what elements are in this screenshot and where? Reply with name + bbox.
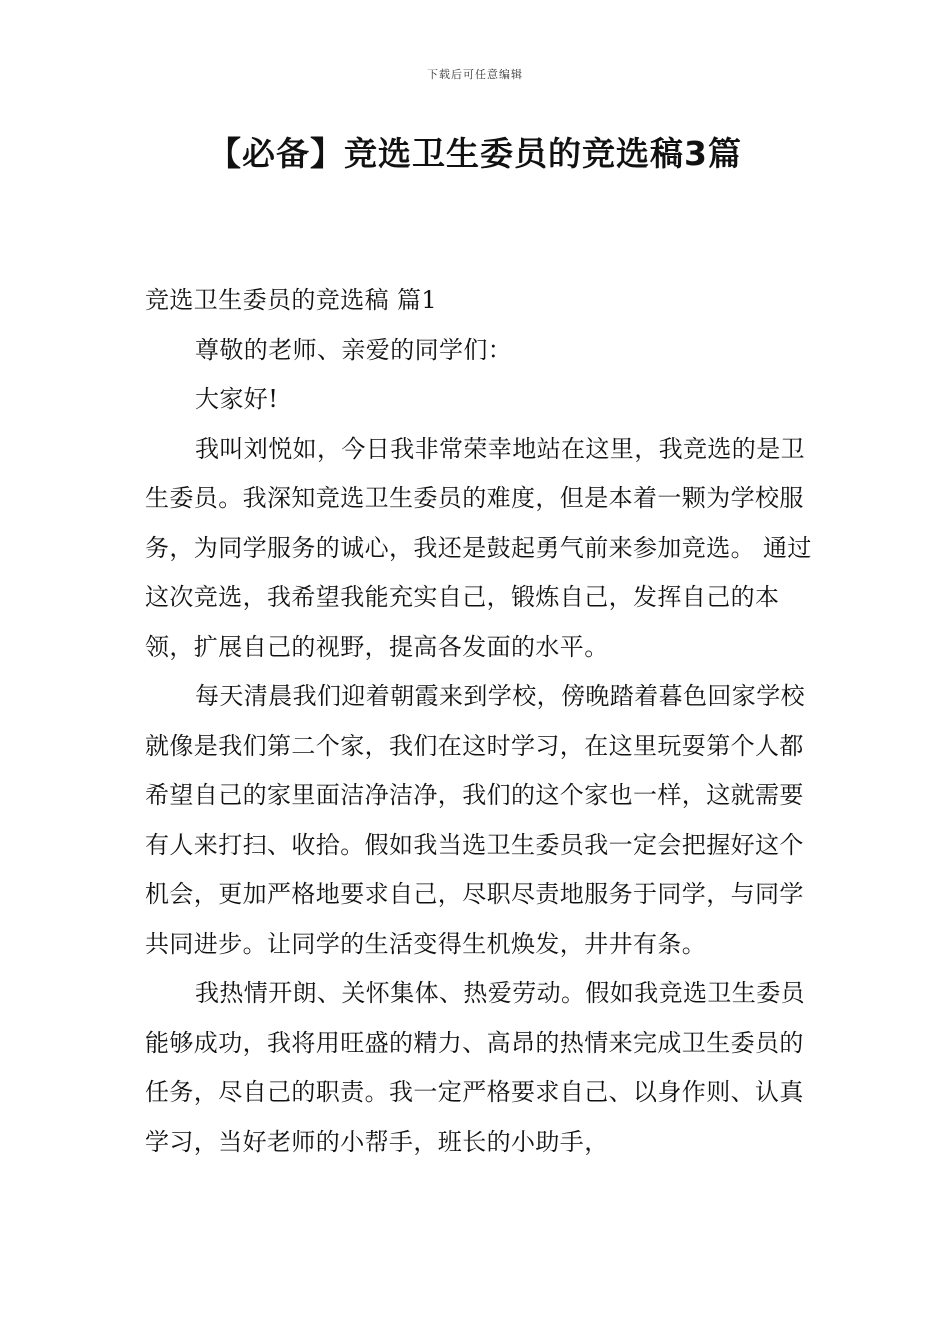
body-paragraph: 每天清晨我们迎着朝霞来到学校，傍晚踏着暮色回家学校就像是我们第二个家，我们在这时学习，在这里玩耍第个人都希望自己的家里面洁净洁净，我们的这个家也一样，这就需要有人来打扫、收拾。假如我当选卫生委员我一定会把握好这个机会，更加严格地要求自己，尽职尽责地服务于同学，与同学共同进步。让同学的生活变得生机焕发，井井有条。 <box>145 682 805 958</box>
salutation-paragraph: 尊敬的老师、亲爱的同学们： <box>195 335 513 364</box>
header-note: 下载后可任意编辑 <box>427 68 523 81</box>
document-body <box>145 276 815 1167</box>
body-paragraph: 我叫刘悦如，今日我非常荣幸地站在这里，我竞选的是卫生委员。我深知竞选卫生委员的难度，但是本着一颗为学校服务，为同学服务的诚心，我还是鼓起勇气前来参加竞选。 通过这次竞选，我希望我能充实自己，锻炼自己，发挥自己的本领，扩展自己的视野，提高各发面的水平。 <box>145 434 812 661</box>
document-title: 【必备】竞选卫生委员的竞选稿3篇 <box>208 134 742 173</box>
body-paragraph: 我热情开朗、关怀集体、热爱劳动。假如我竞选卫生委员能够成功，我将用旺盛的精力、高昂的热情来完成卫生委员的任务，尽自己的职责。我一定严格要求自己、以身作则、认真学习，当好老师的小帮手，班长的小助手， <box>145 979 805 1156</box>
greeting-paragraph: 大家好! <box>195 385 279 413</box>
section-heading: 竞选卫生委员的竞选稿 篇1 <box>145 286 438 314</box>
